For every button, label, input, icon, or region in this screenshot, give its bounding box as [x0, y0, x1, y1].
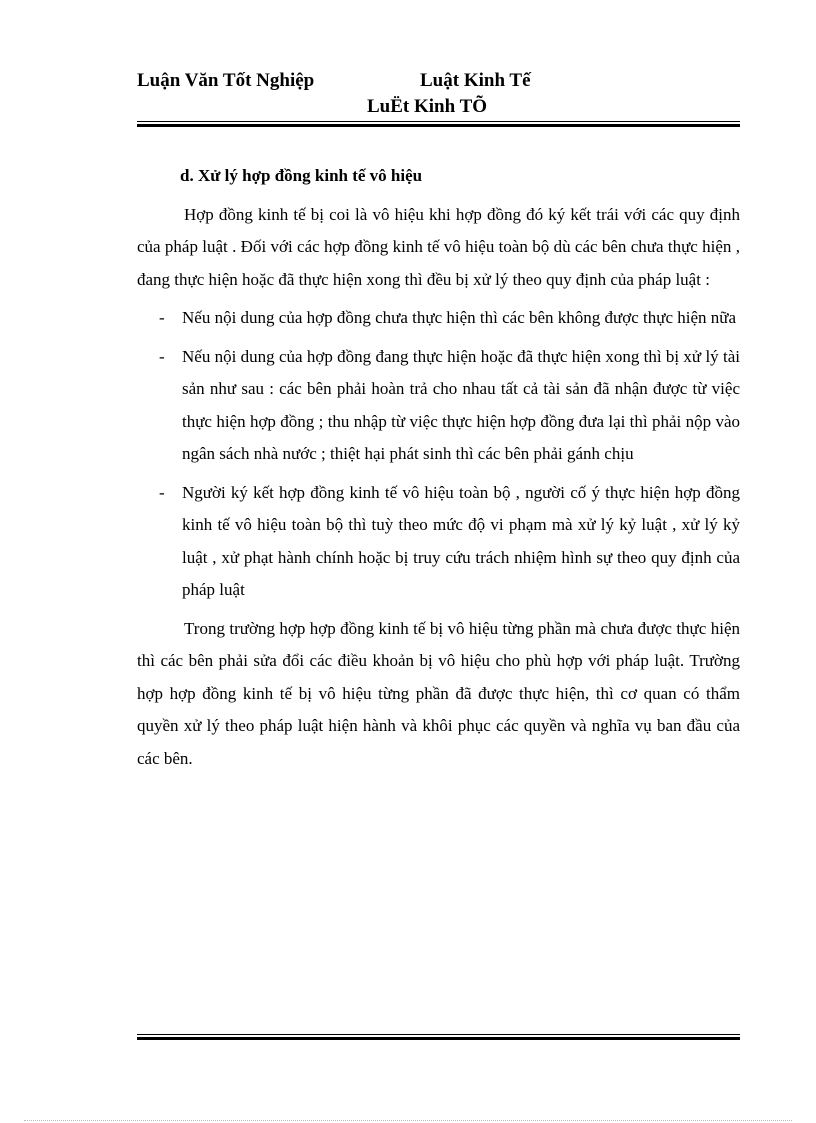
header-rule-thin	[137, 121, 740, 122]
header-left-title: Luận Văn Tốt Nghiệp	[137, 70, 315, 91]
bullet-list	[137, 302, 740, 607]
page-break-line	[24, 1120, 792, 1121]
bullet-dash: -	[159, 308, 165, 327]
bullet-text: Nếu nội dung của hợp đồng đang thực hiện hoặc đã thực hiện xong thì bị xử lý tài sản như sau : các bên phải hoàn trả cho nhau tất cả tài sản đã nhận được từ việc thực hiện hợp đồng ; thu nhập từ việc thực hiện hợp đồng đưa lại thì phải nộp vào ngân sách nhà nước ; thiệt hại phát sinh thì các bên phải gánh chịu	[182, 346, 740, 463]
header-subtitle: LuËt Kinh TÕ	[367, 96, 488, 117]
bullet-text: Nếu nội dung của hợp đồng chưa thực hiện thì các bên không được thực hiện nữa	[182, 308, 737, 327]
closing-paragraph: Trong trường hợp hợp đồng kinh tế bị vô hiệu từng phần mà chưa được thực hiện thì các bên phải sửa đổi các điều khoản bị vô hiệu cho phù hợp với pháp luật. Trường hợp hợp đồng kinh tế bị vô hiệu từng phần đã được thực hiện, thì cơ quan có thẩm quyền xử lý theo pháp luật hiện hành và khôi phục các quyền và nghĩa vụ ban đầu của các bên.	[137, 618, 740, 768]
bullet-dash: -	[159, 346, 165, 366]
intro-paragraph: Hợp đồng kinh tế bị coi là vô hiệu khi hợp đồng đó ký kết trái với các quy định của pháp luật . Đối với các hợp đồng kinh tế vô hiệu toàn bộ dù các bên chưa thực hiện , đang thực hiện hoặc đã thực hiện xong thì đều bị xử lý theo quy định của pháp luật :	[137, 204, 740, 289]
header-title-row	[137, 70, 531, 92]
bullet-text: Người ký kết hợp đồng kinh tế vô hiệu toàn bộ , người cố ý thực hiện hợp đồng kinh tế vô hiệu toàn bộ thì tuỳ theo mức độ vi phạm mà xử lý kỷ luật , xử lý kỷ luật , xử phạt hành chính hoặc bị truy cứu trách nhiệm hình sự theo quy định của pháp luật	[182, 482, 740, 599]
header-rule-thick	[137, 124, 740, 127]
footer-rule-thick	[137, 1037, 740, 1040]
header-right-title: Luật Kinh Tế	[420, 70, 531, 91]
list-item	[137, 302, 740, 335]
section-heading: d. Xử lý hợp đồng kinh tế vô hiệu	[180, 166, 423, 185]
list-item	[137, 477, 740, 607]
bullet-dash: -	[159, 482, 165, 502]
list-item	[137, 341, 740, 471]
footer-rule-thin	[137, 1034, 740, 1035]
document-body	[137, 160, 740, 775]
